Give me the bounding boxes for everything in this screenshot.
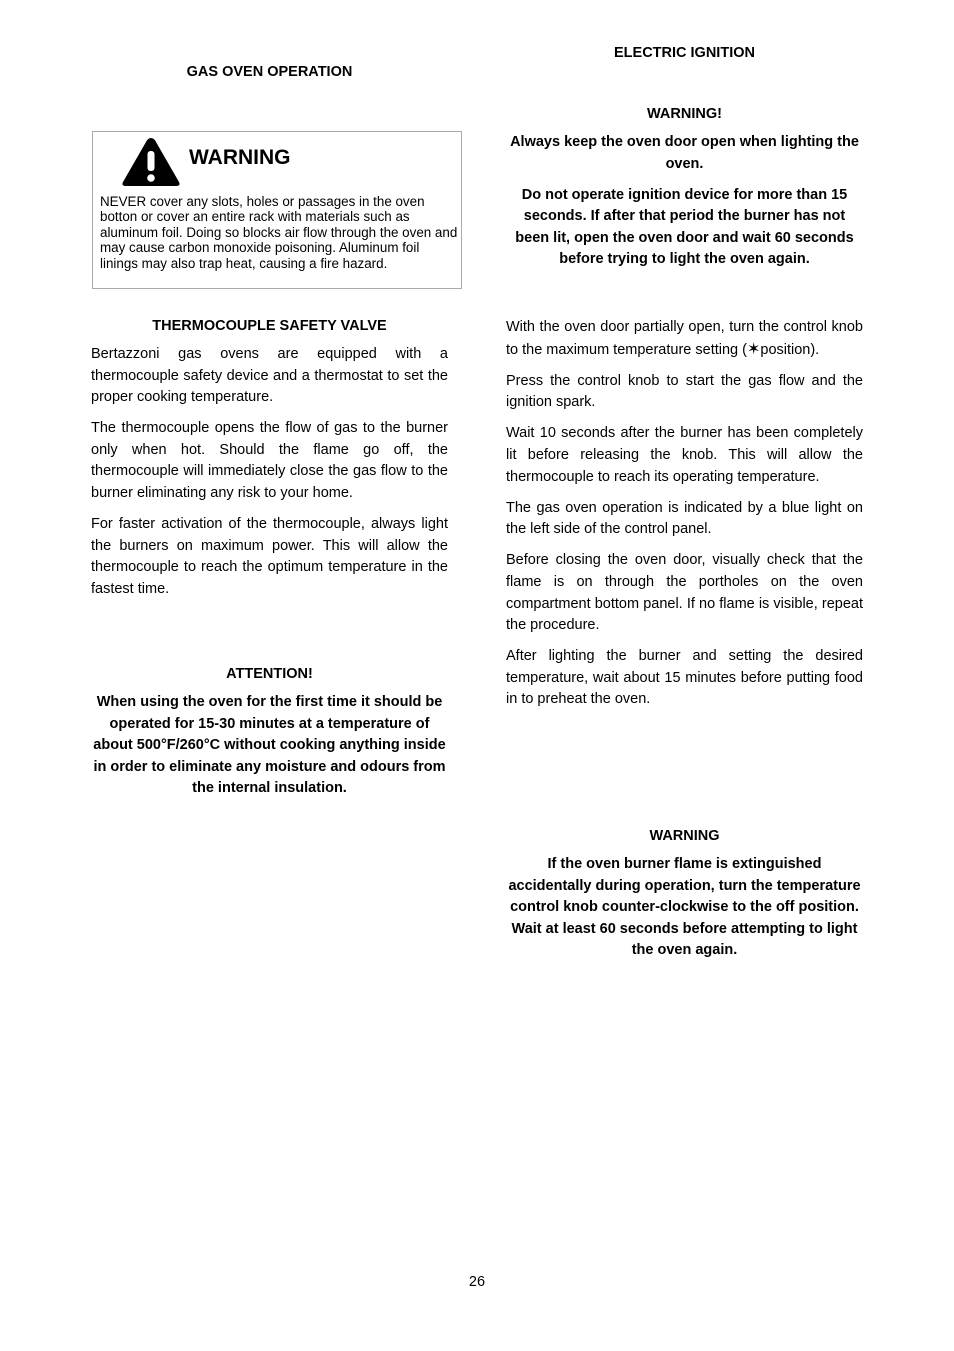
ignition-paragraph-6: After lighting the burner and setting the desired temperature, wait about 15 minutes before putting food in to preheat the oven. — [506, 648, 863, 708]
ignition-paragraph-3: Wait 10 seconds after the burner has been completely lit before releasing the knob. This will allow the thermocouple to reach its operating temperature. — [506, 425, 863, 485]
warning2-heading: WARNING — [649, 828, 720, 844]
warning2-text: If the oven burner flame is extinguished accidentally during operation, turn the temperature control knob counter-clockwise to the off position. Wait at least 60 seconds before attempting to light the oven again. — [508, 856, 861, 959]
thermocouple-paragraph-2: The thermocouple opens the flow of gas to the burner only when hot. Should the flame go off, the thermocouple will immediately close the gas flow to the burner eliminating any risk to your home. — [91, 420, 448, 502]
ignition-paragraph-1-text: With the oven door partially open, turn the control knob to the maximum temperature setting ( — [506, 319, 863, 358]
warning-triangle-icon — [121, 136, 181, 188]
warning-heading: WARNING! — [647, 106, 722, 122]
warning-paragraph-2: Do not operate ignition device for more than 15 seconds. If after that period the burner has not been lit, open the oven door and wait 60 seconds before trying to light the oven again. — [515, 186, 854, 268]
warning-box-text: NEVER cover any slots, holes or passages in the oven botton or cover an entire rack with materials such as aluminum foil. Doing so blocks air flow through the oven and may cause carbon monoxide poisoning. Aluminum foil linings may also trap heat, causing a fire hazard. — [100, 194, 458, 271]
section-title-gas-oven: GAS OVEN OPERATION — [186, 64, 353, 80]
attention-heading: ATTENTION! — [226, 666, 313, 682]
section-title-electric-ignition: ELECTRIC IGNITION — [614, 45, 755, 61]
thermocouple-heading: THERMOCOUPLE SAFETY VALVE — [152, 318, 387, 334]
page-number: 26 — [468, 1274, 486, 1290]
ignition-paragraph-2: Press the control knob to start the gas flow and the ignition spark. — [506, 372, 863, 411]
thermocouple-paragraph-1: Bertazzoni gas ovens are equipped with a thermocouple safety device and a thermostat to set the proper cooking temperature. — [91, 346, 448, 406]
ignition-paragraph-5: Before closing the oven door, visually check that the flame is on through the portholes on the oven compartment bottom panel. If no flame is visible, repeat the procedure. — [506, 552, 863, 634]
thermocouple-paragraph-3: For faster activation of the thermocouple, always light the burners on maximum power. This will allow the thermocouple to reach the optimum temperature in the fastest time. — [91, 516, 448, 597]
ignition-paragraph-1-end: position). — [760, 341, 820, 358]
warning-box-title: WARNING — [189, 146, 291, 169]
max-temperature-icon: ✶ — [746, 340, 761, 358]
warning-paragraph-1: Always keep the oven door open when lighting the oven. — [510, 134, 859, 172]
warning-box — [92, 131, 462, 289]
ignition-paragraph-4: The gas oven operation is indicated by a blue light on the left side of the control panel. — [506, 499, 863, 538]
ignition-paragraph-1 — [506, 317, 863, 361]
attention-text: When using the oven for the first time it should be operated for 15-30 minutes at a temperature of about 500°F/260°C without cooking anything inside in order to eliminate any moisture and odours from the internal insulation. — [93, 694, 446, 797]
